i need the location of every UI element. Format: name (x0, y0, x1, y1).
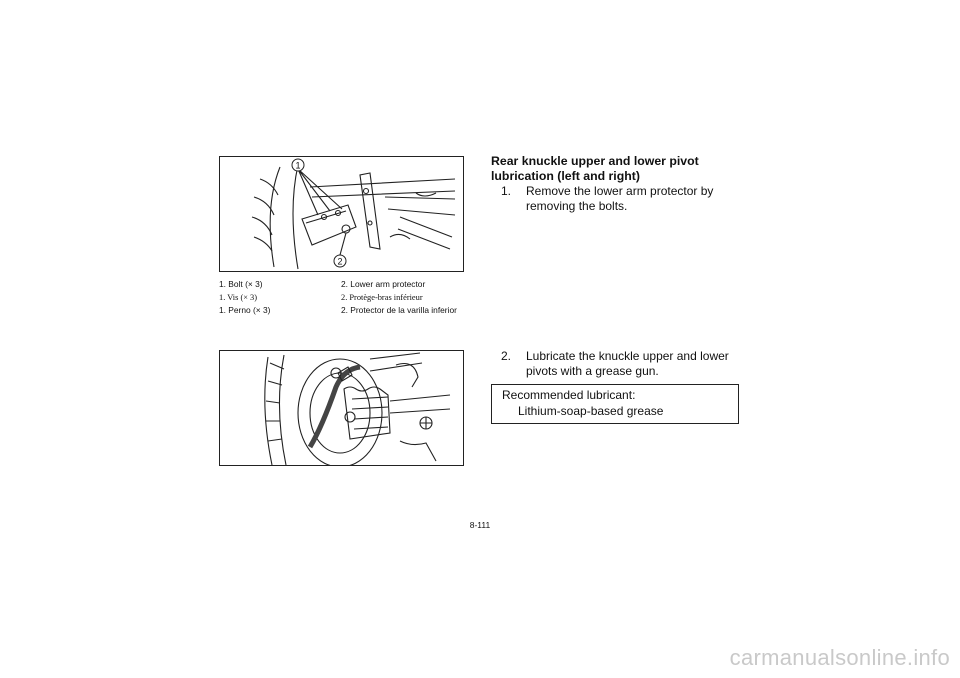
caption-row-spanish (219, 304, 469, 317)
figure-grease-gun (219, 350, 464, 466)
callout-1-label: 1 (295, 160, 301, 171)
caption-protector-es: 2. Protector de la varilla inferior (341, 305, 457, 315)
grease-gun-illustration (220, 351, 463, 465)
step-1-text: Remove the lower arm protector by removing the bolts. (526, 184, 714, 213)
step-2-text: Lubricate the knuckle upper and lower pivots with a grease gun. (526, 349, 729, 378)
caption-bolt-en: 1. Bolt (× 3) (219, 279, 263, 289)
figure1-captions (219, 278, 469, 317)
caption-bolt-es: 1. Perno (× 3) (219, 305, 271, 315)
caption-row-french (219, 291, 469, 304)
lubricant-value: Lithium-soap-based grease (518, 404, 664, 418)
lubricant-title: Recommended lubricant: (502, 388, 636, 402)
caption-protector-en: 2. Lower arm protector (341, 279, 426, 289)
step-2-number: 2. (501, 349, 512, 363)
watermark: carmanualsonline.info (729, 645, 950, 670)
caption-row-english (219, 278, 469, 291)
figure-lower-arm-protector (219, 156, 464, 272)
caption-bolt-fr: 1. Vis (× 3) (219, 293, 258, 302)
recommended-lubricant-box (491, 384, 739, 424)
step-1-number: 1. (501, 184, 512, 198)
callout-2-label: 2 (337, 256, 343, 267)
caption-protector-fr: 2. Protège-bras inférieur (341, 293, 423, 302)
page-number: 8-111 (469, 520, 491, 530)
lower-arm-protector-illustration (220, 157, 463, 271)
section-heading: Rear knuckle upper and lower pivot lubrication (left and right) (491, 154, 699, 183)
